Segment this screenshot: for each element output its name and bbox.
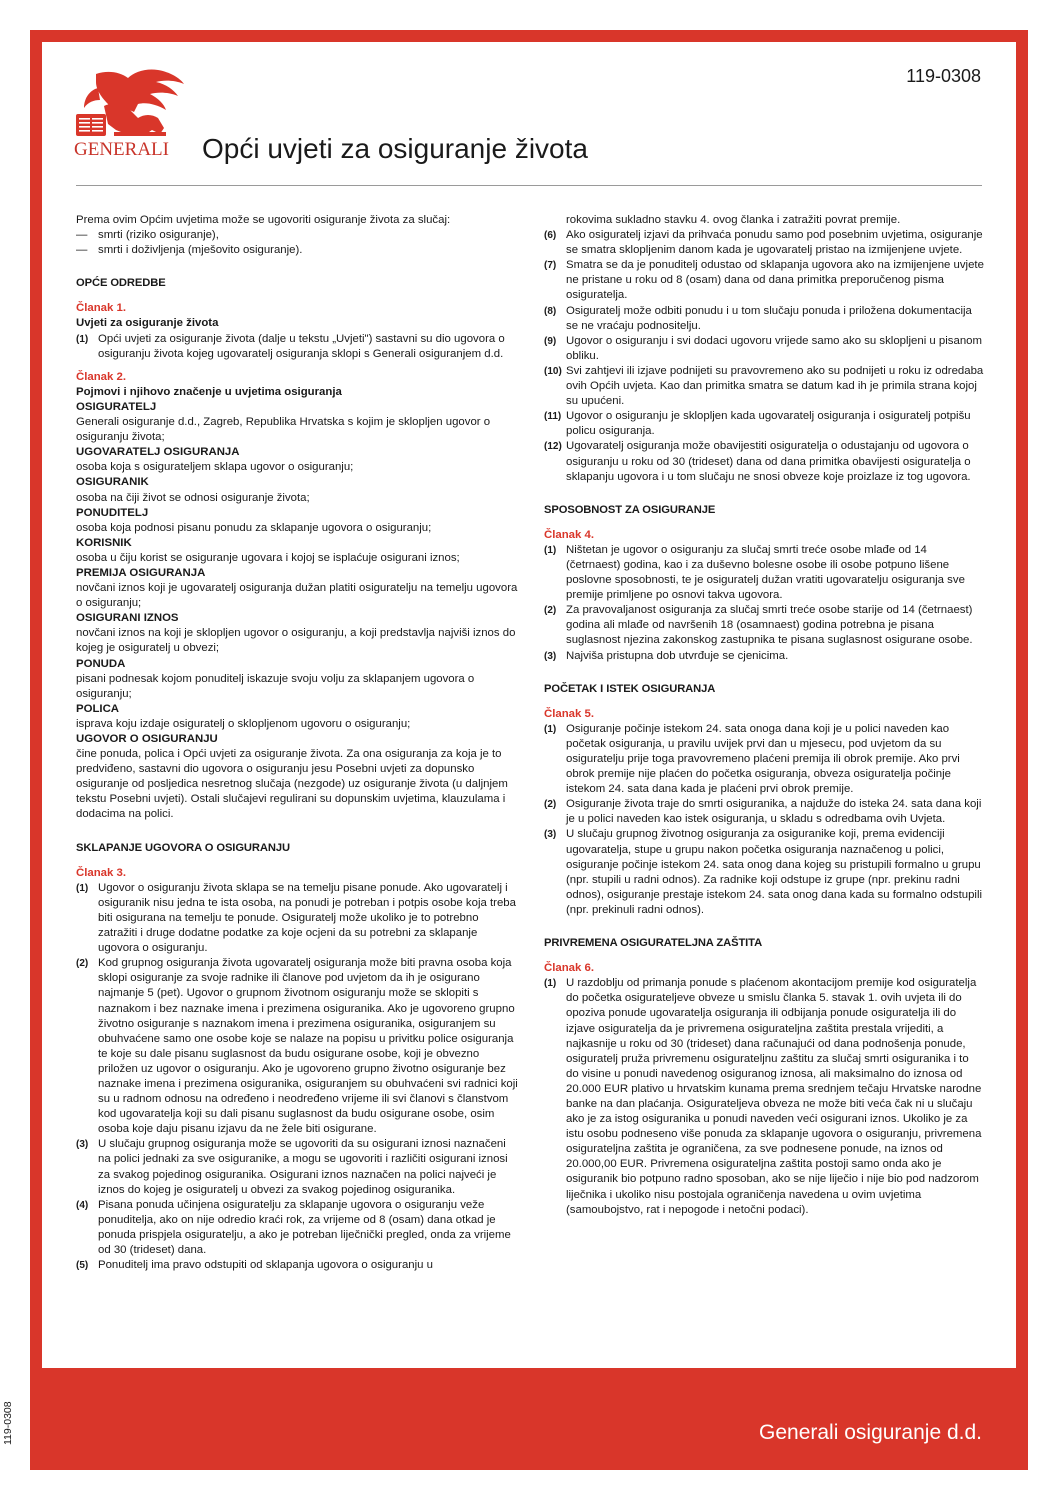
- intro-item: — smrti (riziko osiguranje),: [76, 229, 219, 242]
- definition: osoba u čiju korist se osiguranje ugovara i kojoj se isplaćuje osigurani iznos;: [76, 551, 460, 564]
- paragraph: rokovima sukladno stavku 4. ovog članka i zatražiti povrat premije.: [566, 214, 901, 226]
- article-subtitle: Uvjeti za osiguranje života: [76, 317, 219, 330]
- term: KORISNIK: [76, 536, 132, 549]
- article-title: Članak 2.: [76, 370, 127, 383]
- paragraph: (6) Ako osiguratelj izjavi da prihvaća ponudu samo pod posebnim uvjetima, osiguranje se smatra sklopljenim danom kada je ugovaratelj pristao na izmijenjene uvjete.: [544, 229, 983, 257]
- paragraph: (1) Opći uvjeti za osiguranje života (dalje u tekstu „Uvjeti") sastavni su dio ugovora o osiguranju života kojeg ugovaratelj osiguranja sklopi s Generali osiguranjem d.d.: [76, 332, 505, 360]
- article-title: Članak 3.: [76, 866, 127, 879]
- paragraph: (2) Osiguranje života traje do smrti osiguranika, a najduže do isteka 24. sata dana koji je u polici naveden kao istek osiguranja, u skladu s odredbama ovih Uvjeta.: [544, 798, 982, 826]
- term: OSIGURANIK: [76, 476, 149, 489]
- section-heading: OPĆE ODREDBE: [76, 277, 166, 290]
- definition: pisani podnesak kojom ponuditelj iskazuje svoju volju za sklapanjem ugovora o osiguranju;: [76, 672, 475, 700]
- article-subtitle: Pojmovi i njihovo značenje u uvjetima osiguranja: [76, 385, 342, 398]
- article-title: Članak 5.: [544, 707, 595, 720]
- side-document-number: 119-0308: [2, 1401, 14, 1445]
- paragraph: (7) Smatra se da je ponuditelj odustao od sklapanja ugovora ako na izmijenjene uvjete ne pristane u roku od 8 (osam) dana od dana primitka preporučenog pisma osiguratelja.: [544, 259, 984, 302]
- definition: osoba koja s osigurateljem sklapa ugovor o osiguranju;: [76, 461, 354, 474]
- left-column: [76, 213, 518, 1273]
- paragraph: (12) Ugovaratelj osiguranja može obavijestiti osiguratelja o odustajanju od ugovora o osiguranju u roku od 30 (trideset) dana od dana primitka obavijesti osiguratelja o sklapanju ugovora i u tom slučaju ne snosi obveze koje proizlaze iz tog ugovora.: [544, 440, 971, 483]
- paragraph: (8) Osiguratelj može odbiti ponudu i u tom slučaju ponuda i priložena dokumentacija se ne vraćaju podnositelju.: [544, 304, 972, 332]
- section-heading: PRIVREMENA OSIGURATELJNA ZAŠTITA: [544, 937, 763, 950]
- paragraph: (2) Za pravovaljanost osiguranja za slučaj smrti treće osobe starije od 14 (četrnaest) godina ali mlađe od navršenih 18 (osamnaest) godina potrebna je pisana suglasnost njezina zakonskog zastupnika te pisana suglasnost osigurane osobe.: [544, 604, 973, 647]
- term: PONUDA: [76, 657, 126, 670]
- document-number: 119-0308: [906, 66, 981, 86]
- term: PREMIJA OSIGURANJA: [76, 566, 206, 579]
- paragraph: (2) Kod grupnog osiguranja života ugovaratelj osiguranja može biti pravna osoba koja sklopi osiguranje za svoje radnike ili članove pod uvjetom da ih je osigurano najmanje 5 (pet). Ugovor o grupnom životnom osiguranju može se sklopiti s naznakom i bez naznake imena i prezimena osiguranika. Ako je ugovoreno grupno životno osiguranje s naznakom imena i prezimena osiguranika, osiguranjem su obuhvaćene samo one osobe koje se nalaze na popisu u privitku police osiguranja te koje su dale pisanu suglasnost da budu osigurane osobe, koji je obvezno priložen uz ugovor o osiguranju. Ako je ugovoreno grupno životno osiguranje bez naznake imena i prezimena osiguranika, osiguranjem su obuhvaćeni svi radnici koji su u radnom odnosu na određeno i neodređeno vrijeme ili svi članovi s članstvom kod ugovaratelja koji su dali pisanu suglasnost da budu osigurane osobe, osim osoba koje daju pisanu izjavu da ne žele biti osigurane.: [76, 957, 518, 1136]
- paragraph: (9) Ugovor o osiguranju i svi dodaci ugovoru vrijede samo ako su sklopljeni u pisanom obliku.: [544, 334, 982, 362]
- definition: osoba na čiji život se odnosi osiguranje života;: [76, 491, 310, 504]
- paragraph: (1) Osiguranje počinje istekom 24. sata onoga dana koji je u polici naveden kao početak osiguranja, u pravilu uvijek prvi dan u mjesecu, pod uvjetom da su osiguratelju prije toga pravovremeno plaćeni premija ili obrok premije. Ako prvi obrok premije nije plaćen do početka osiguranja, obveza osiguratelja počinje istekom 24. sata dana kada je plaćeni prvi obrok premije.: [544, 722, 960, 796]
- definition: Generali osiguranje d.d., Zagreb, Republika Hrvatska s kojim je sklopljen ugovor o osiguranju života;: [76, 416, 491, 444]
- paragraph: (3) Najviša pristupna dob utvrđuje se cjenicima.: [544, 649, 789, 662]
- definition: čine ponuda, polica i Opći uvjeti za osiguranje života. Za ona osiguranja za koja je to predviđeno, sastavni dio ugovora o osiguranju jesu Posebni uvjeti za dopunsko osiguranje od posljedica nesretnog slučaja (nezgode) uz osiguranje života (u daljnjem tekstu Posebni uvjeti). Ostali slučajevi regulirani su dopunskim uvjetima, klauzulama i dodacima na polici.: [76, 748, 508, 821]
- term: OSIGURATELJ: [76, 400, 157, 413]
- paragraph: (3) U slučaju grupnog životnog osiguranja za osiguranike koji, prema evidenciji ugovaratelja, stupe u grupu nakon početka osiguranja naznačenog u polici, osiguranje počinje istekom 24. sata onog dana kojeg su pristupili formalno u grupu (npr. stupili u radni odnos). Za radnike koji odstupe iz grupe (npr. prekinu radni odnos), osiguranje prestaje istekom 24. sata onog dana kada su formalno odstupili (npr. prekinuli radni odnos).: [544, 828, 983, 916]
- right-column: [544, 213, 984, 1218]
- term: UGOVOR O OSIGURANJU: [76, 733, 218, 745]
- paragraph: (1) Ništetan je ugovor o osiguranju za slučaj smrti treće osobe mlađe od 14 (četrnaest) godina, kao i za duševno bolesne osobe ili osobe potpuno lišene poslovne sposobnosti, te je osiguratelj dužan vratiti ugovaratelju osiguranja sve premije primljene po osnovi takva ugovora.: [544, 543, 965, 602]
- paragraph: (11) Ugovor o osiguranju je sklopljen kada ugovaratelj osiguranja i osiguratelj potpišu policu osiguranja.: [544, 410, 971, 438]
- article-title: Članak 1.: [76, 302, 127, 315]
- intro-text: Prema ovim Općim uvjetima može se ugovoriti osiguranje života za slučaj:: [76, 214, 451, 226]
- section-heading: SPOSOBNOST ZA OSIGURANJE: [544, 503, 716, 516]
- header-divider: [76, 185, 982, 186]
- paragraph: (1) U razdoblju od primanja ponude s plaćenom akontacijom premije kod osiguratelja do početka osigurateljeve obveze u smislu članka 5. stavak 1. ovih uvjeta ili do opoziva ponude ugovaratelja osiguranja ili odbijanja ponude osiguratelja ili do izjave osiguratelja da je privremena osigurateljna zaštita prestala vrijediti, a najkasnije u roku od 30 (trideset) dana računajući od dana podnošenja ponude, osiguratelj pruža privremenu osigurateljnu zaštitu za slučaj smrti osiguranika i to do visine u ponudi navedenog osiguranog iznosa, ali maksimalno do iznosa od 20.000 EUR plativo u hrvatskim kunama prema srednjem tečaju Hrvatske narodne banke na dan plaćanja. Osigurateljeva obveza ne može biti veća čak ni u slučaju ako je za istog osiguranika u ponudi naveden veći osigurani iznos. Ukoliko je za istu osobu podneseno više ponuda za sklapanje ugovora o osiguranju, privremena osigurateljna zaštita je ograničena, za sve podnesene ponude, na iznos od 20.000,00 EUR. Privremena osigurateljna zaštita postoji samo onda ako je osiguranik bio potpuno radno sposoban, ako se nije liječio i nije bio pod nadzorom liječnika i ukoliko nisu postojala ograničenja navedena u ovim uvjetima (samoubojstvo, rat i nepogode i netočni podaci).: [544, 977, 982, 1216]
- definition: osoba koja podnosi pisanu ponudu za sklapanje ugovora o osiguranju;: [76, 521, 432, 534]
- section-heading: POČETAK I ISTEK OSIGURANJA: [544, 682, 716, 695]
- generali-logo-text: GENERALI: [74, 139, 169, 160]
- definition: novčani iznos na koji je sklopljen ugovor o osiguranju, a koji predstavlja najviši iznos do kojeg je osiguratelj u obvezi;: [76, 627, 516, 655]
- article-title: Članak 6.: [544, 962, 595, 975]
- term: UGOVARATELJ OSIGURANJA: [76, 446, 240, 459]
- term: OSIGURANI IZNOS: [76, 612, 179, 625]
- footer-company: Generali osiguranje d.d.: [759, 1421, 982, 1444]
- paragraph: (5) Ponuditelj ima pravo odstupiti od sklapanja ugovora o osiguranju u: [76, 1259, 433, 1272]
- term: POLICA: [76, 702, 120, 715]
- paragraph: (1) Ugovor o osiguranju života sklapa se na temelju pisane ponude. Ako ugovaratelj i osiguranik nisu jedna te ista osoba, na ponudi je potreban i potpis osobe koja treba biti osigurana na temelju te ponude. Osiguratelj može ukoliko je to potrebno zatražiti i druge dodatne podatke za koje ocjeni da su potrebni za sklapanje ugovora o osiguranju.: [76, 881, 516, 955]
- paragraph: (4) Pisana ponuda učinjena osiguratelju za sklapanje ugovora o osiguranju veže ponuditelja, ako on nije odredio kraći rok, za vrijeme od 8 (osam) dana otkad je ponuda prispjela osiguratelju, a ako je potreban liječnički pregled, onda za vrijeme od 30 (trideset) dana.: [76, 1198, 511, 1256]
- term: PONUDITELJ: [76, 506, 149, 519]
- intro-item: — smrti i doživljenja (mješovito osiguranje).: [76, 244, 303, 257]
- paragraph: (3) U slučaju grupnog osiguranja može se ugovoriti da su osigurani iznosi naznačeni na polici jednaki za sve osiguranike, a mogu se ugovoriti i različiti osigurani iznosi za svakog pojedinog osiguranika. Osigurani iznos naznačen na polici najveći je iznos do kojeg je osiguratelj u obvezi za svakog pojedinog osiguranika.: [76, 1138, 508, 1196]
- definition: novčani iznos koji je ugovaratelj osiguranja dužan platiti osiguratelju na temelju ugovora o osiguranju;: [76, 582, 518, 610]
- page-title: Opći uvjeti za osiguranje života: [202, 133, 588, 164]
- article-title: Članak 4.: [544, 528, 595, 541]
- definition: isprava koju izdaje osiguratelj o sklopljenom ugovoru o osiguranju;: [76, 717, 411, 730]
- paragraph: (10) Svi zahtjevi ili izjave podnijeti su pravovremeno ako su podnijeti u roku iz odredaba ovih Općih uvjeta. Kao dan primitka smatra se datum kad ih je primila strana kojoj su upućeni.: [544, 364, 984, 408]
- section-heading: SKLAPANJE UGOVORA O OSIGURANJU: [76, 841, 290, 854]
